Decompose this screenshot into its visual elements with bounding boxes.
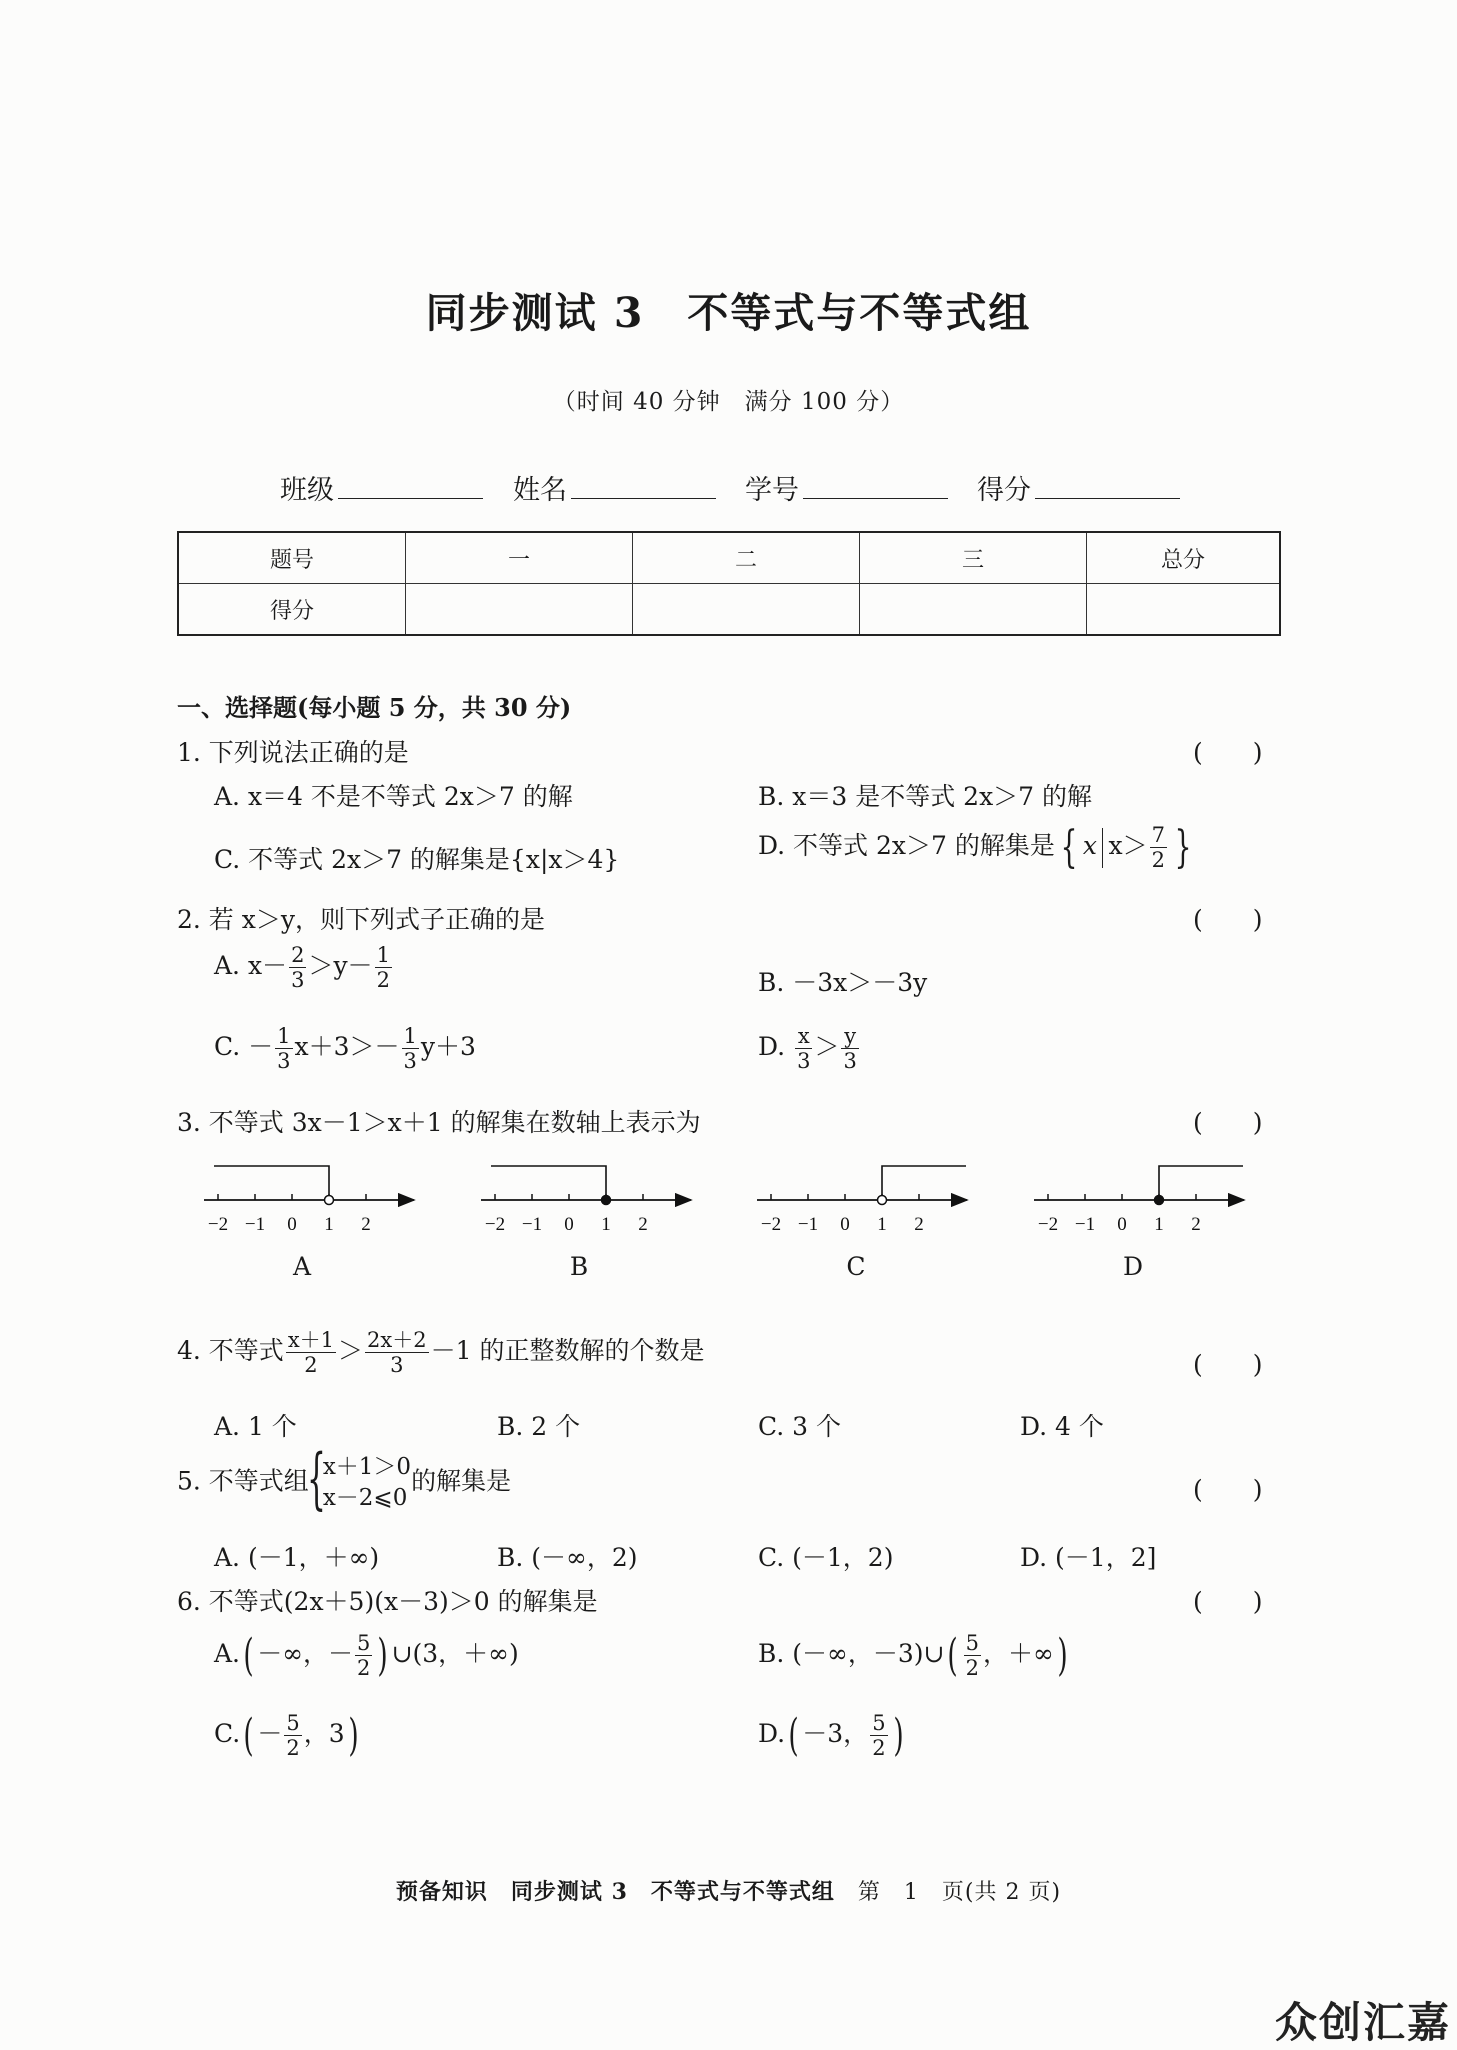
q1-option-b[interactable]: B. x＝3 是不等式 2x＞7 的解 xyxy=(758,782,1093,811)
tick-label: −2 xyxy=(760,1214,782,1235)
fraction xyxy=(964,1631,981,1680)
number-line-a[interactable] xyxy=(204,1166,414,1235)
q6-option-a[interactable] xyxy=(214,1630,519,1681)
page-title: 同步测试 3 不等式与不等式组 xyxy=(425,289,1032,337)
frac-num: x xyxy=(795,1024,812,1049)
q3-stem: 3. 不等式 3x－1＞x＋1 的解集在数轴上表示为 xyxy=(177,1108,701,1137)
q6-a-label: A. xyxy=(214,1639,241,1668)
fraction xyxy=(365,1328,429,1377)
answer-paren[interactable]: ( ) xyxy=(1193,1350,1263,1379)
solution-ray xyxy=(214,1166,329,1200)
set-bar xyxy=(1102,828,1104,868)
fraction xyxy=(870,1711,887,1760)
class-blank[interactable] xyxy=(338,472,483,499)
frac-den: 3 xyxy=(843,1049,857,1074)
tick-label: 1 xyxy=(324,1214,334,1235)
q6-option-b[interactable] xyxy=(758,1630,1071,1681)
frac-den: 3 xyxy=(291,968,305,993)
q2-a-text: A. x－ xyxy=(214,951,288,981)
frac-num: 1 xyxy=(277,1024,291,1048)
q3-label-a[interactable]: A xyxy=(292,1252,312,1281)
q6-b-text: B. (－∞，－3)∪ xyxy=(758,1639,945,1668)
frac-num: 5 xyxy=(286,1710,300,1735)
paren-right: ) xyxy=(892,1710,904,1761)
q6-stem: 6. 不等式(2x＋5)(x－3)＞0 的解集是 xyxy=(177,1587,598,1616)
table-cell[interactable] xyxy=(860,584,1087,636)
frac-den: 3 xyxy=(390,1353,404,1378)
q6-a-inner: －∞，－ xyxy=(257,1639,354,1668)
frac-den: 2 xyxy=(357,1656,371,1680)
q4-stem-prefix: 4. 不等式 xyxy=(177,1336,284,1366)
q3-label-b[interactable]: B xyxy=(569,1252,589,1281)
tick-label: −1 xyxy=(244,1214,266,1235)
fraction xyxy=(375,943,392,992)
solution-ray xyxy=(491,1166,606,1200)
table-cell: 题号 xyxy=(178,532,406,584)
system-line-2: x－2⩽0 xyxy=(322,1485,408,1512)
frac-num: y xyxy=(841,1024,858,1049)
paren-right: ) xyxy=(377,1630,389,1681)
fraction xyxy=(275,1024,292,1073)
q2-stem: 2. 若 x＞y，则下列式子正确的是 xyxy=(177,905,545,934)
q1-d-text: D. 不等式 2x＞7 的解集是 xyxy=(758,831,1055,860)
q2-option-d[interactable] xyxy=(758,1024,861,1073)
tick-label: −1 xyxy=(797,1214,819,1235)
frac-num: 2 xyxy=(291,943,305,967)
frac-num: 1 xyxy=(376,943,390,967)
q6-d-label: D. xyxy=(758,1719,786,1748)
q5-option-a[interactable]: A. (－1，＋∞) xyxy=(214,1543,380,1572)
open-endpoint xyxy=(878,1196,887,1205)
fraction xyxy=(289,943,306,992)
q2-c-text: C. － xyxy=(214,1032,274,1062)
solution-ray xyxy=(1159,1166,1243,1200)
tick-label: 2 xyxy=(1191,1214,1201,1235)
q6-option-d[interactable] xyxy=(758,1710,907,1761)
table-cell: 得分 xyxy=(178,584,406,636)
number-field[interactable] xyxy=(745,468,948,507)
frac-den: 3 xyxy=(797,1049,811,1074)
name-field[interactable] xyxy=(513,468,716,507)
fraction xyxy=(286,1328,336,1377)
tick-label: 0 xyxy=(840,1214,850,1235)
name-label: 姓名 xyxy=(513,475,567,506)
q5-stem xyxy=(177,1440,512,1517)
fraction xyxy=(355,1631,372,1680)
q5-option-b[interactable]: B. (－∞，2) xyxy=(497,1543,638,1572)
frac-num: 5 xyxy=(357,1630,371,1655)
fraction xyxy=(1150,823,1167,872)
table-cell: 总分 xyxy=(1087,532,1281,584)
tick-label: 0 xyxy=(287,1214,297,1235)
tick-label: 2 xyxy=(914,1214,924,1235)
q6-b-end: ，＋∞ xyxy=(983,1639,1054,1668)
tick-label: 1 xyxy=(601,1214,611,1235)
footer-title: 预备知识 同步测试 3 不等式与不等式组 xyxy=(395,1879,835,1905)
frac-den: 2 xyxy=(304,1353,318,1378)
closed-endpoint xyxy=(1155,1196,1164,1205)
table-cell[interactable] xyxy=(1087,584,1281,636)
q5-stem-prefix: 5. 不等式组 xyxy=(177,1466,309,1496)
tick-label: 0 xyxy=(564,1214,574,1235)
q1-option-a[interactable]: A. x＝4 不是不等式 2x＞7 的解 xyxy=(214,782,573,811)
fraction xyxy=(795,1024,812,1073)
number-line-c[interactable] xyxy=(757,1166,967,1235)
q3-label-c[interactable]: C xyxy=(846,1252,866,1281)
answer-paren[interactable]: ( ) xyxy=(1193,1587,1263,1616)
answer-paren[interactable]: ( ) xyxy=(1193,1108,1263,1137)
brace-right: } xyxy=(1174,822,1192,873)
frac-num: 2x＋2 xyxy=(367,1328,427,1352)
q6-c-end: ，3 xyxy=(303,1719,345,1748)
number-lines xyxy=(190,1150,1270,1240)
inequality-system xyxy=(306,1440,412,1517)
number-line-d[interactable] xyxy=(1034,1166,1244,1235)
q1-d-var: x xyxy=(1082,831,1097,860)
paren-left: ( xyxy=(243,1630,254,1681)
table-cell: 一 xyxy=(406,532,633,584)
table-cell[interactable] xyxy=(633,584,860,636)
class-field[interactable] xyxy=(280,468,483,507)
watermark: 众创汇嘉 xyxy=(1274,1998,1451,2047)
brace-left: { xyxy=(306,1440,326,1517)
frac-den: 3 xyxy=(403,1049,417,1074)
paren-right: ) xyxy=(1057,1630,1068,1681)
frac-num: 7 xyxy=(1151,822,1165,847)
tick-label: 1 xyxy=(1154,1214,1164,1235)
tick-label: −2 xyxy=(207,1214,229,1235)
q2-d-text: D. xyxy=(758,1032,786,1062)
answer-paren[interactable]: ( ) xyxy=(1193,1475,1263,1504)
q1-option-d[interactable] xyxy=(758,822,1197,873)
paren-left: ( xyxy=(947,1630,959,1681)
tick-label: 1 xyxy=(877,1214,887,1235)
frac-den: 3 xyxy=(277,1049,291,1074)
frac-den: 2 xyxy=(965,1656,979,1680)
fraction xyxy=(841,1024,858,1073)
q6-a-suffix: ∪(3，＋∞) xyxy=(391,1639,519,1668)
number-label: 学号 xyxy=(745,475,799,506)
tick-label: −2 xyxy=(1037,1214,1059,1235)
q6-c-inner: － xyxy=(257,1719,283,1748)
frac-num: 5 xyxy=(965,1630,979,1655)
q6-option-c[interactable] xyxy=(214,1710,362,1761)
table-row xyxy=(178,584,1280,636)
q1-d-cond: x＞ xyxy=(1108,831,1148,860)
page-footer xyxy=(0,1875,1457,1906)
paren-right: ) xyxy=(348,1710,359,1761)
q2-c-end: y＋3 xyxy=(420,1032,476,1062)
open-endpoint xyxy=(325,1196,334,1205)
score-label: 得分 xyxy=(977,475,1031,506)
q4-stem xyxy=(177,1328,704,1377)
tick-label: 2 xyxy=(361,1214,371,1235)
paren-left: ( xyxy=(243,1710,254,1761)
q5-option-c[interactable]: C. (－1，2) xyxy=(758,1543,894,1572)
frac-num: 1 xyxy=(403,1024,417,1048)
answer-paren[interactable]: ( ) xyxy=(1193,738,1263,767)
brace-left: { xyxy=(1060,822,1078,873)
table-cell: 二 xyxy=(633,532,860,584)
frac-den: 2 xyxy=(872,1736,886,1760)
number-blank[interactable] xyxy=(803,472,948,499)
page-subtitle: （时间 40 分钟 满分 100 分） xyxy=(552,389,905,415)
frac-num: 5 xyxy=(872,1710,886,1735)
table-row xyxy=(178,532,1280,584)
tick-label: −2 xyxy=(484,1214,506,1235)
tick-label: 0 xyxy=(1117,1214,1127,1235)
q4-option-d[interactable]: D. 4 个 xyxy=(1020,1412,1104,1441)
q6-d-inner: －3， xyxy=(802,1719,869,1748)
system-line-1: x＋1＞0 xyxy=(322,1454,412,1480)
q4-option-b[interactable]: B. 2 个 xyxy=(497,1412,581,1441)
frac-den: 2 xyxy=(376,968,390,993)
table-cell: 三 xyxy=(860,532,1087,584)
q3-label-d[interactable]: D xyxy=(1122,1252,1144,1281)
q4-stem-suffix: －1 的正整数解的个数是 xyxy=(430,1336,705,1366)
tick-label: −1 xyxy=(1074,1214,1096,1235)
paren-left: ( xyxy=(788,1710,799,1761)
answer-paren[interactable]: ( ) xyxy=(1193,905,1263,934)
fraction xyxy=(284,1711,301,1760)
frac-den: 2 xyxy=(286,1736,300,1760)
table-cell[interactable] xyxy=(406,584,633,636)
frac-den: 2 xyxy=(1151,848,1165,872)
score-blank[interactable] xyxy=(1035,472,1180,499)
number-line-b[interactable] xyxy=(481,1166,691,1235)
q2-option-a[interactable] xyxy=(214,943,394,992)
q2-c-mid: x＋3＞－ xyxy=(294,1032,400,1062)
class-label: 班级 xyxy=(280,475,334,506)
q4-option-a[interactable]: A. 1 个 xyxy=(214,1412,297,1441)
q2-a-mid: ＞y－ xyxy=(308,951,373,981)
q1-option-c[interactable]: C. 不等式 2x＞7 的解集是{x|x＞4} xyxy=(214,845,620,874)
section-heading: 一、选择题(每小题 5 分，共 30 分) xyxy=(177,693,572,722)
score-table xyxy=(177,531,1281,636)
q4-option-c[interactable]: C. 3 个 xyxy=(758,1412,841,1441)
q6-c-label: C. xyxy=(214,1719,241,1748)
tick-label: 2 xyxy=(638,1214,648,1235)
q5-stem-suffix: 的解集是 xyxy=(411,1466,512,1496)
score-field[interactable] xyxy=(977,468,1180,507)
q5-option-d[interactable]: D. (－1，2] xyxy=(1020,1543,1157,1572)
fraction xyxy=(402,1024,419,1073)
q4-gt: ＞ xyxy=(338,1336,364,1366)
q2-option-c[interactable] xyxy=(214,1024,476,1073)
frac-num: x＋1 xyxy=(287,1328,335,1352)
solution-ray xyxy=(882,1166,966,1200)
closed-endpoint xyxy=(602,1196,611,1205)
q2-option-b[interactable]: B. －3x＞－3y xyxy=(758,968,928,997)
tick-label: −1 xyxy=(521,1214,543,1235)
q1-stem: 1. 下列说法正确的是 xyxy=(177,738,409,767)
footer-page-number: 第 1 页(共 2 页) xyxy=(857,1880,1062,1905)
q2-d-gt: ＞ xyxy=(814,1032,840,1062)
name-blank[interactable] xyxy=(571,472,716,499)
